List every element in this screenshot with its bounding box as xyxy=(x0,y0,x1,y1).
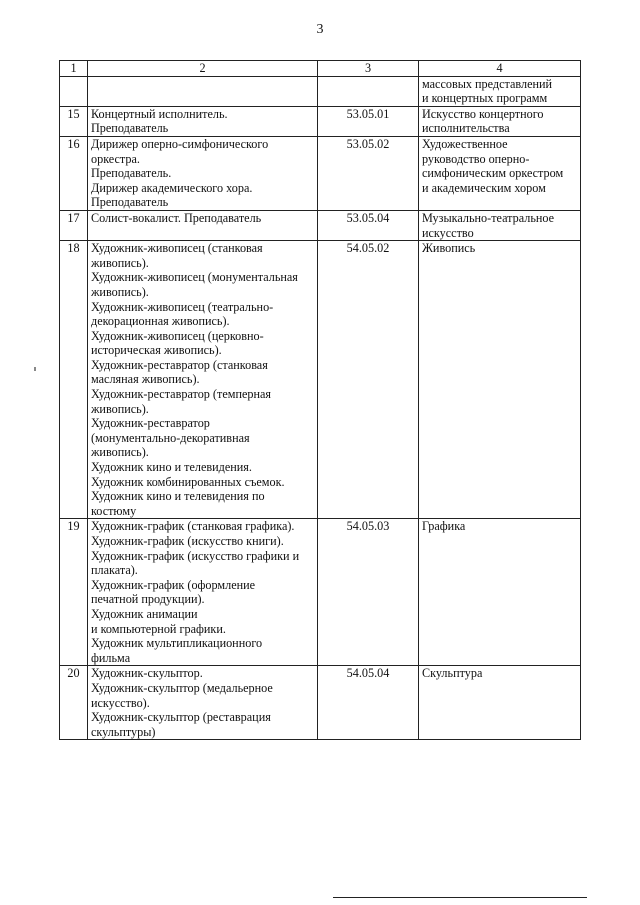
margin-mark xyxy=(34,367,36,371)
qualification-cell xyxy=(88,106,318,136)
specialty-name-line: Живопись xyxy=(422,241,476,256)
qualification-line: фильма xyxy=(91,650,131,665)
qualification-line: историческая живопись). xyxy=(91,343,222,358)
qualification-line: Художник-живописец (театрально- xyxy=(91,299,274,314)
qualification-line: живопись). xyxy=(91,445,149,460)
table-row xyxy=(60,106,581,136)
header-cell-1: 1 xyxy=(60,61,88,77)
qualification-cell xyxy=(88,210,318,240)
specialty-name-line: массовых представлений xyxy=(422,76,553,91)
specialty-code: 54.05.04 xyxy=(318,666,419,740)
header-cell-3: 3 xyxy=(318,61,419,77)
row-number xyxy=(60,76,88,106)
qualification-line: (монументально-декоративная xyxy=(91,430,250,445)
qualification-line: Художник-реставратор xyxy=(91,416,210,431)
qualification-line: Художник-скульптор. xyxy=(91,666,203,681)
qualification-line: Художник-график (искусство графики и xyxy=(91,548,300,563)
qualification-line: Преподаватель. xyxy=(91,166,172,181)
page-number: 3 xyxy=(316,22,324,37)
qualification-line: Художник-живописец (церковно- xyxy=(91,328,264,343)
specialty-name-line: Музыкально-театральное xyxy=(422,210,555,225)
qualification-line: Художник анимации xyxy=(91,606,198,621)
table-row xyxy=(60,241,581,519)
qualification-line: Художник-скульптор (медальерное xyxy=(91,680,273,695)
qualification-line: оркестра. xyxy=(91,151,140,166)
specialty-name-line: Художественное xyxy=(422,136,508,151)
row-number: 20 xyxy=(60,666,88,740)
specialty-name-cell xyxy=(419,76,581,106)
qualification-line: живопись). xyxy=(91,284,149,299)
qualification-line: Художник комбинированных съемок. xyxy=(91,474,285,489)
row-number: 19 xyxy=(60,519,88,666)
qualification-cell xyxy=(88,136,318,210)
specialty-code: 54.05.02 xyxy=(318,241,419,519)
specialty-name-line: Графика xyxy=(422,519,466,534)
specialty-code xyxy=(318,76,419,106)
qualification-cell xyxy=(88,519,318,666)
specialty-name-cell xyxy=(419,241,581,519)
specialty-name-line: симфоническим оркестром xyxy=(422,166,564,181)
specialty-name-cell xyxy=(419,106,581,136)
header-cell-2: 2 xyxy=(88,61,318,77)
qualification-line: Художник-живописец (станковая xyxy=(91,241,263,256)
specialty-name-line: и концертных программ xyxy=(422,91,548,106)
specialty-name-line: искусство xyxy=(422,225,474,240)
qualification-line: Дирижер оперно-симфонического xyxy=(91,136,269,151)
qualification-line: Художник кино и телевидения. xyxy=(91,460,252,475)
qualification-line: Художник-реставратор (станковая xyxy=(91,357,268,372)
qualification-line: Художник-график (станковая графика). xyxy=(91,519,295,534)
qualification-line: масляная живопись). xyxy=(91,372,200,387)
qualification-line: Преподаватель xyxy=(91,195,169,210)
qualification-line: Преподаватель xyxy=(91,121,169,136)
row-number: 15 xyxy=(60,106,88,136)
specialty-name-cell xyxy=(419,210,581,240)
qualification-cell xyxy=(88,241,318,519)
row-number: 18 xyxy=(60,241,88,519)
qualification-line: живопись). xyxy=(91,255,149,270)
bottom-rule xyxy=(333,897,587,898)
qualification-line: костюму xyxy=(91,503,137,518)
qualification-line: Художник-график (оформление xyxy=(91,577,256,592)
table-row xyxy=(60,136,581,210)
specialty-code: 53.05.01 xyxy=(318,106,419,136)
row-number: 17 xyxy=(60,210,88,240)
specialty-name-cell xyxy=(419,666,581,740)
table-row xyxy=(60,210,581,240)
qualification-line: Дирижер академического хора. xyxy=(91,180,253,195)
qualification-line: Художник-реставратор (темперная xyxy=(91,387,272,402)
qualification-cell xyxy=(88,666,318,740)
specialties-table xyxy=(59,60,581,740)
qualification-line: Художник-график (искусство книги). xyxy=(91,534,284,548)
qualification-line: скульптуры) xyxy=(91,724,156,739)
specialty-name-line: и академическим хором xyxy=(422,180,546,195)
specialty-name-cell xyxy=(419,519,581,666)
specialty-name-line: исполнительства xyxy=(422,121,510,136)
qualification-line: Солист-вокалист. Преподаватель xyxy=(91,210,262,225)
qualification-line: Концертный исполнитель. xyxy=(91,106,228,121)
qualification-cell xyxy=(88,76,318,106)
table-row xyxy=(60,666,581,740)
specialty-code: 53.05.02 xyxy=(318,136,419,210)
qualification-line: Художник кино и телевидения по xyxy=(91,489,265,504)
specialty-code: 54.05.03 xyxy=(318,519,419,666)
specialty-code: 53.05.04 xyxy=(318,210,419,240)
qualification-line: Художник-живописец (монументальная xyxy=(91,270,298,285)
qualification-line: декорационная живопись). xyxy=(91,314,230,329)
specialty-name-line: Искусство концертного xyxy=(422,106,544,121)
qualification-line: печатной продукции). xyxy=(91,592,205,607)
specialty-name-line: руководство оперно- xyxy=(422,151,530,166)
table-body xyxy=(60,61,581,740)
table-row xyxy=(60,519,581,666)
qualification-line: Художник-скульптор (реставрация xyxy=(91,710,271,725)
qualification-line: плаката). xyxy=(91,563,138,578)
header-cell-4: 4 xyxy=(419,61,581,77)
table-row xyxy=(60,76,581,106)
qualification-line: и компьютерной графики. xyxy=(91,621,226,636)
specialty-name-line: Скульптура xyxy=(422,666,483,681)
row-number: 16 xyxy=(60,136,88,210)
qualification-line: живопись). xyxy=(91,401,149,416)
qualification-line: искусство). xyxy=(91,695,150,710)
table-header-row xyxy=(60,61,581,77)
specialty-name-cell xyxy=(419,136,581,210)
qualification-line: Художник мультипликационного xyxy=(91,636,263,651)
